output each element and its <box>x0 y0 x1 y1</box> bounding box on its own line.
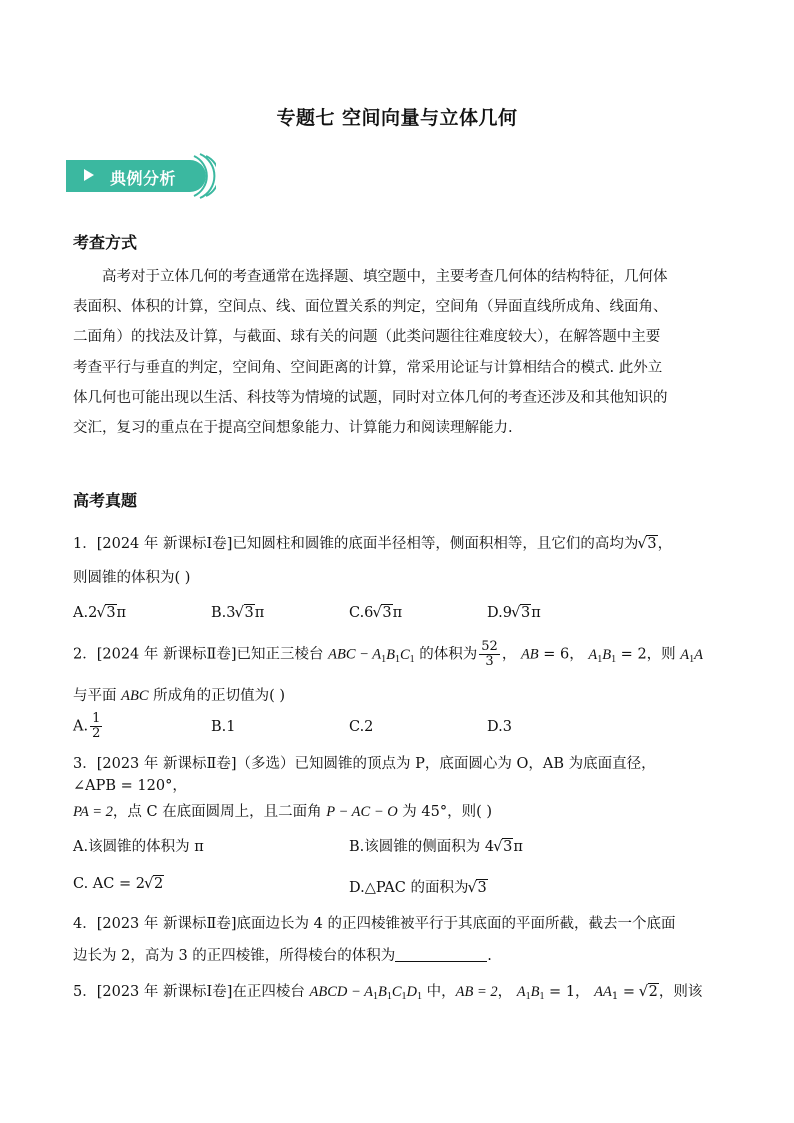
section-heading-past-exams: 高考真题 <box>73 491 138 510</box>
play-icon <box>84 169 94 181</box>
paragraph-line: 高考对于立体几何的考查通常在选择题、填空题中，主要考查几何体的结构特征，几何体 <box>102 269 668 285</box>
paragraph-line: 交汇，复习的重点在于提高空间想象能力、计算能力和阅读理解能力. <box>73 420 513 437</box>
paragraph-line: 表面积、体积的计算，空间点、线、面位置关系的判定，空间角（异面直线所成角、线面角、 <box>73 299 668 316</box>
question-1-line-1: 1．[2024 年 新课标Ⅰ卷]已知圆柱和圆锥的底面半径相等，侧面积相等，且它们的高均为√ 3， <box>73 532 672 553</box>
section-heading-exam-style: 考查方式 <box>73 233 138 252</box>
question-2-line-1: 2．[2024 年 新课标Ⅱ卷]已知正三棱台 ABC − $A_1B_1C_1$ 的体积为 $\frac{52}{3}$ ， AB = 6， $A_1B_1 = 2$，则 $A_1A$ <box>73 639 703 669</box>
page-title: 专题七 空间向量与立体几何 <box>276 107 518 129</box>
question-4-line-2: 边长为 2，高为 3 的正四棱锥，所得棱台的体积为 . <box>73 948 492 964</box>
answer-blank <box>395 947 487 962</box>
question-2-option-a: A. $\frac{1}{2}$ <box>73 711 101 741</box>
question-1-option-d: D.9√ 3π <box>487 605 541 621</box>
question-3-option-c: C. AC = 2√ 2 <box>73 876 164 892</box>
question-4-line-1: 4．[2023 年 新课标Ⅱ卷]底面边长为 4 的正四棱锥被平行于其底面的平面所截，截去一个底面 <box>73 916 676 932</box>
question-3-line-3: PA = 2，点 C 在底面圆周上，且二面角 P − AC − O 为 45°，则( ) <box>73 804 493 820</box>
question-2-option-b: B.1 <box>211 719 236 735</box>
paragraph-line: 体几何也可能出现以生活、科技等为情境的试题，同时对立体几何的考查还涉及和其他知识的 <box>73 389 668 406</box>
volume-fraction: $\frac{52}{3}$ <box>481 639 498 669</box>
question-2-option-c: C.2 <box>349 719 374 735</box>
question-3-option-d: D.△PAC 的面积为√ 3 <box>349 876 488 897</box>
question-1-option-c: C.6√ 3π <box>349 605 402 621</box>
question-2-line-2: 与平面 ABC 所成角的正切值为( ) <box>73 688 286 704</box>
question-3-line-2: ∠APB = 120°， <box>73 778 187 794</box>
question-1-option-a: A.2√ 3π <box>73 605 126 621</box>
question-2-option-d: D.3 <box>487 719 512 735</box>
question-1-line-2: 则圆锥的体积为( ) <box>73 570 191 586</box>
banner-label: 典例分析 <box>110 169 177 188</box>
question-3-option-b: B.该圆锥的侧面积为 4√ 3π <box>349 835 523 856</box>
paragraph-line: 二面角）的找法及计算，与截面、球有关的问题（此类问题往往难度较大），在解答题中主要 <box>73 329 661 346</box>
paragraph-line: 考查平行与垂直的判定，空间角、空间距离的计算，常采用论证与计算相结合的模式. 此外立 <box>73 359 663 376</box>
question-3-line-1: 3．[2023 年 新课标Ⅱ卷]（多选）已知圆锥的顶点为 P，底面圆心为 O，AB 为底面直径， <box>73 756 656 772</box>
question-3-option-a: A.该圆锥的体积为 π <box>73 839 204 855</box>
exam-style-paragraph <box>73 262 725 443</box>
question-1-option-b: B.3√ 3π <box>211 605 264 621</box>
question-5-line-1: 5．[2023 年 新课标Ⅰ卷]在正四棱台 ABCD − $A_1B_1C_1D_1$ 中，AB = 2， $A_1B_1 = 1$， $AA_1$ = √ 2，则该 <box>73 980 702 1002</box>
